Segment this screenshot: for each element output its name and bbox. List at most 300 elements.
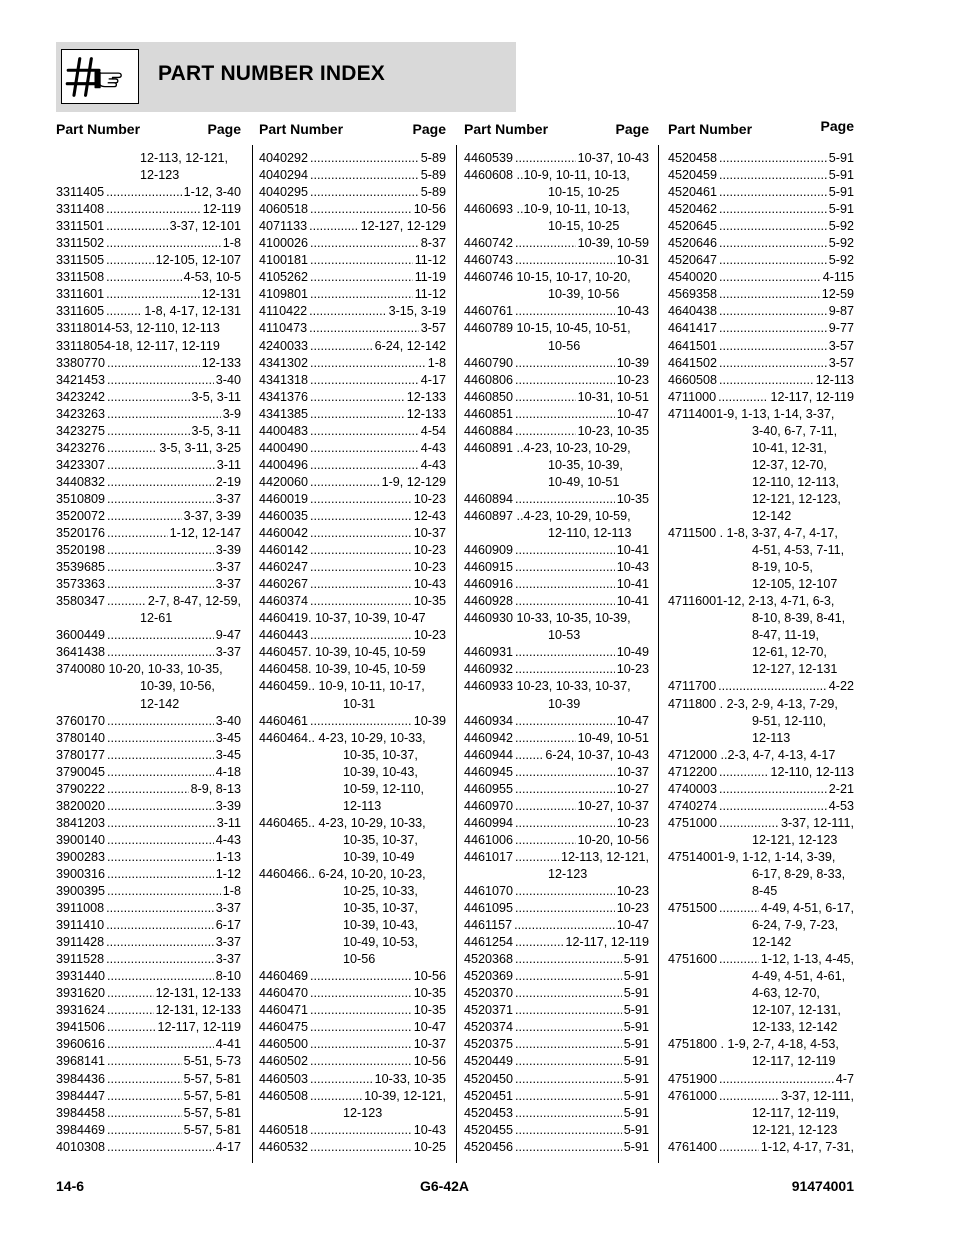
part-number: 4740003 <box>668 781 718 796</box>
index-entry <box>259 576 446 593</box>
leader-dots <box>515 389 576 406</box>
part-number: 4420060 <box>259 474 309 489</box>
leader-dots <box>310 201 412 218</box>
part-number: 4740274 <box>668 798 718 813</box>
page-refs: 8-9, 8-13 <box>190 781 241 796</box>
page-refs-continued: 10-49, 10-51 <box>548 474 620 489</box>
page-refs: 10-43 <box>616 560 649 575</box>
column-header <box>259 118 446 140</box>
index-entry <box>464 406 649 423</box>
page-refs: 12-119 <box>202 202 241 217</box>
leader-dots <box>106 184 181 201</box>
leader-dots <box>310 269 413 286</box>
index-entry <box>259 1053 446 1070</box>
index-entry <box>56 440 241 457</box>
leader-dots <box>107 372 214 389</box>
leader-dots <box>310 627 412 644</box>
index-entry <box>259 303 446 320</box>
index-entry <box>668 389 854 406</box>
leader-dots <box>107 559 214 576</box>
index-entry <box>464 1139 649 1156</box>
page-refs: 3-57 <box>420 321 446 336</box>
page-refs: 3-5, 3-11 <box>191 423 241 438</box>
leader-dots <box>310 235 419 252</box>
index-entry <box>259 406 446 423</box>
page-refs: 12-131, 12-133 <box>155 986 241 1001</box>
page-refs: 3-39 <box>215 798 241 813</box>
index-entry <box>259 1002 446 1019</box>
part-number: 4040292 <box>259 151 309 165</box>
index-entry <box>56 883 241 900</box>
leader-dots <box>107 730 214 747</box>
part-number: 4460894 <box>464 491 514 506</box>
part-number: 3311408 <box>56 202 105 217</box>
part-number: 3900140 <box>56 832 106 847</box>
page-refs-continued: 12-142 <box>752 935 792 950</box>
part-number: 4520462 <box>668 202 718 217</box>
index-entry <box>464 389 649 406</box>
page-refs-continued: 10-35, 10-37, <box>343 901 418 916</box>
part-number: 4460500 <box>259 1037 309 1052</box>
part-number: 4751800 . 1-9, 2-7, 4-18, 4-53, <box>668 1037 839 1052</box>
index-entry <box>259 1071 446 1088</box>
leader-dots <box>106 917 214 934</box>
column-header <box>668 118 854 140</box>
part-number: 4460806 <box>464 372 514 387</box>
page-refs: 3-37 <box>215 491 241 506</box>
page-refs: 10-47 <box>616 918 649 933</box>
leader-dots <box>515 968 622 985</box>
page-refs-continued: 6-17, 8-29, 8-33, <box>752 866 846 881</box>
leader-dots <box>719 798 827 815</box>
part-number: 3423307 <box>56 457 106 472</box>
page-refs: 10-35 <box>413 986 446 1001</box>
index-entry <box>668 235 854 252</box>
page-refs: 6-24, 10-37, 10-43 <box>545 747 649 762</box>
part-number: 3423275 <box>56 423 106 438</box>
leader-dots <box>107 627 214 644</box>
leader-dots <box>515 1088 622 1105</box>
leader-dots <box>310 286 413 303</box>
part-number-header: Part Number <box>56 121 141 137</box>
index-entry <box>56 968 241 985</box>
part-number: 4461095 <box>464 901 514 916</box>
part-number: 4460790 <box>464 355 514 370</box>
page-refs: 3-37 <box>215 560 241 575</box>
entry-list <box>56 150 241 1156</box>
index-entry <box>464 644 649 661</box>
leader-dots <box>107 1071 182 1088</box>
part-number: 3311601 <box>56 287 105 302</box>
part-number: 4569358 <box>668 287 718 302</box>
page-refs: 5-91 <box>623 1003 649 1018</box>
leader-dots <box>107 406 221 423</box>
page-refs: 10-23 <box>616 662 649 677</box>
page-refs: 10-23 <box>616 815 649 830</box>
index-entry <box>464 968 649 985</box>
page-refs-continued: 12-123 <box>343 1105 383 1120</box>
page-refs-continued: 4-63, 12-70, <box>752 986 820 1001</box>
page-refs-continued: 10-59, 12-110, <box>343 781 424 796</box>
page-refs: 10-39, 10-59 <box>577 236 649 251</box>
leader-dots <box>106 252 153 269</box>
page-refs: 11-12 <box>414 253 446 268</box>
page-refs: 3-37 <box>215 577 241 592</box>
part-number: 3780177 <box>56 747 106 762</box>
index-entry <box>56 235 241 252</box>
part-number: 4341385 <box>259 406 309 421</box>
page-refs: 3-57 <box>828 355 854 370</box>
page-refs: 10-39, 12-121, <box>364 1088 446 1103</box>
index-entry <box>259 661 446 678</box>
page-refs: 5-91 <box>623 986 649 1001</box>
page-refs: 12-117, 12-119 <box>565 935 649 950</box>
page-refs: 4-22 <box>828 679 854 694</box>
page-refs: 1-12, 4-17, 7-31, <box>760 1139 854 1154</box>
index-entry <box>56 252 241 269</box>
leader-dots <box>106 218 167 235</box>
page-refs-continued: 4-49, 4-51, 4-61, <box>752 969 846 984</box>
leader-dots <box>718 678 827 695</box>
page-refs: 12-131 <box>201 287 241 302</box>
leader-dots <box>515 1053 622 1070</box>
page-refs: 11-19 <box>414 270 446 285</box>
part-number: 4460851 <box>464 406 514 421</box>
leader-dots <box>310 1002 412 1019</box>
page-refs: 3-37, 12-101 <box>169 219 241 234</box>
part-number: 4461006 <box>464 832 514 847</box>
part-number: 4460945 <box>464 764 514 779</box>
page-refs: 9-87 <box>828 304 854 319</box>
leader-dots <box>719 252 827 269</box>
leader-dots <box>719 338 827 355</box>
leader-dots <box>107 747 214 764</box>
leader-dots <box>719 355 827 372</box>
page-refs: 10-49, 10-51 <box>577 730 649 745</box>
page-refs: 10-20, 10-56 <box>577 832 649 847</box>
part-number: 3900395 <box>56 884 106 899</box>
page-refs-continued: 10-35, 10-37, <box>343 832 418 847</box>
part-number: 4341318 <box>259 372 309 387</box>
page-refs: 5-51, 5-73 <box>183 1054 241 1069</box>
leader-dots <box>106 201 201 218</box>
index-entry <box>668 849 854 900</box>
page-refs: 5-92 <box>828 219 854 234</box>
page-refs: 1-12, 1-13, 4-45, <box>760 952 854 967</box>
leader-dots <box>107 542 214 559</box>
part-number: 4460897 ..4-23, 10-29, 10-59, <box>464 508 631 523</box>
part-number: 3380770 <box>56 355 106 370</box>
leader-dots <box>106 303 142 320</box>
page-refs: 5-92 <box>828 236 854 251</box>
part-number: 47114001-9, 1-13, 1-14, 3-37, <box>668 406 835 421</box>
index-entry <box>56 849 241 866</box>
leader-dots <box>719 303 827 320</box>
leader-dots <box>106 235 221 252</box>
page-refs-continued: 8-45 <box>752 884 778 899</box>
part-number: 4460464.. 4-23, 10-29, 10-33, <box>259 730 426 745</box>
part-number: 4520645 <box>668 219 718 234</box>
part-number: 4460461 <box>259 713 309 728</box>
part-number: 4520371 <box>464 1003 514 1018</box>
leader-dots <box>310 559 412 576</box>
leader-dots <box>107 815 215 832</box>
leader-dots <box>719 764 768 781</box>
part-number: 4460916 <box>464 577 514 592</box>
part-number: 3539685 <box>56 560 106 575</box>
index-entry <box>464 355 649 372</box>
page-refs: 10-33, 10-35 <box>374 1071 446 1086</box>
index-entry <box>464 235 649 252</box>
page-refs: 10-23 <box>413 491 446 506</box>
part-number: 4520455 <box>464 1122 514 1137</box>
index-entry <box>464 252 649 269</box>
page-refs: 1-8 <box>427 355 446 370</box>
page-refs-continued: 10-39, 10-56 <box>548 287 620 302</box>
index-entry <box>668 286 854 303</box>
part-number: 4460944 <box>464 747 514 762</box>
part-number: 4240033 <box>259 338 309 353</box>
part-number: 4751900 <box>668 1071 718 1086</box>
page-refs: 6-24, 12-142 <box>374 338 446 353</box>
index-entry <box>464 167 649 201</box>
index-entry <box>56 303 241 320</box>
part-number: 4520458 <box>668 151 718 165</box>
leader-dots <box>310 1139 412 1156</box>
index-entry <box>464 320 649 354</box>
page-refs-continued: 12-110, 12-113 <box>548 526 632 541</box>
page-refs: 3-37 <box>215 645 241 660</box>
part-number: 33118054-18, 12-117, 12-119 <box>56 338 220 353</box>
part-number: 4460458. 10-39, 10-45, 10-59 <box>259 662 426 677</box>
index-entry <box>56 1053 241 1070</box>
page-refs: 5-57, 5-81 <box>183 1088 241 1103</box>
part-number: 3580347 <box>56 594 106 609</box>
page-refs: 3-45 <box>215 747 241 762</box>
index-entry <box>464 372 649 389</box>
part-number: 3600449 <box>56 628 106 643</box>
index-entry <box>259 713 446 730</box>
index-entry <box>259 286 446 303</box>
page-refs: 10-23 <box>413 560 446 575</box>
leader-dots <box>515 1036 622 1053</box>
leader-dots <box>310 355 426 372</box>
page-refs: 3-37 <box>215 901 241 916</box>
leader-dots <box>107 440 157 457</box>
page-refs: 4-17 <box>215 1139 241 1154</box>
index-entry <box>56 815 241 832</box>
index-entry <box>464 303 649 320</box>
part-number: 3440832 <box>56 474 106 489</box>
index-entry <box>56 508 241 525</box>
entry-list <box>259 150 446 1156</box>
page-refs: 4-7 <box>835 1071 854 1086</box>
leader-dots <box>107 389 189 406</box>
page-refs: 5-91 <box>623 1020 649 1035</box>
part-number: 4400483 <box>259 423 309 438</box>
page-refs: 4-18 <box>215 764 241 779</box>
part-number: 4711500 . 1-8, 3-37, 4-7, 4-17, <box>668 526 838 541</box>
page-refs: 10-35 <box>616 491 649 506</box>
part-number: 4460891 ..4-23, 10-23, 10-29, <box>464 440 631 455</box>
part-number: 4461017 <box>464 849 514 864</box>
index-entry <box>668 252 854 269</box>
index-entry <box>56 576 241 593</box>
index-entry <box>56 406 241 423</box>
page-refs: 10-27 <box>616 781 649 796</box>
leader-dots <box>107 1019 155 1036</box>
leader-dots <box>310 338 373 355</box>
leader-dots <box>515 491 615 508</box>
index-entry <box>56 1002 241 1019</box>
page-refs: 5-57, 5-81 <box>183 1122 241 1137</box>
index-entry <box>259 355 446 372</box>
leader-dots <box>310 184 419 201</box>
page-refs: 5-91 <box>828 151 854 165</box>
index-entry <box>56 286 241 303</box>
leader-dots <box>107 781 189 798</box>
leader-dots <box>310 167 419 184</box>
part-number: 3841203 <box>56 815 106 830</box>
page-refs-continued: 12-37, 12-70, <box>752 457 827 472</box>
page-refs: 3-15, 3-19 <box>388 304 446 319</box>
part-number: 4711700 <box>668 679 717 694</box>
index-entry <box>259 252 446 269</box>
part-number: 3900316 <box>56 866 106 881</box>
leader-dots <box>107 423 189 440</box>
part-number: 4460931 <box>464 645 514 660</box>
leader-dots <box>515 406 615 423</box>
part-number: 4640438 <box>668 304 718 319</box>
index-entry <box>464 576 649 593</box>
index-entry <box>259 320 446 337</box>
page-refs-continued: 12-113 <box>752 730 791 745</box>
leader-dots <box>515 661 615 678</box>
part-number: 4761000 <box>668 1088 718 1103</box>
part-number: 4109801 <box>259 287 309 302</box>
index-entry <box>56 917 241 934</box>
leader-dots <box>310 1019 412 1036</box>
page-refs: 6-17 <box>215 918 241 933</box>
part-number: 4460459.. 10-9, 10-11, 10-17, <box>259 679 425 694</box>
leader-dots <box>515 252 615 269</box>
page-refs-continued: 10-39, 10-56, <box>140 679 215 694</box>
page-refs-continued: 12-113 <box>343 798 382 813</box>
part-number: 4071133 <box>259 219 308 234</box>
page-refs-continued: 10-56 <box>343 952 376 967</box>
index-entry <box>259 730 446 815</box>
index-entry <box>56 559 241 576</box>
index-entry <box>56 372 241 389</box>
page-refs: 4-54 <box>420 423 446 438</box>
part-number: 4520450 <box>464 1071 514 1086</box>
leader-dots <box>309 218 358 235</box>
page-refs-continued: 12-142 <box>752 508 792 523</box>
index-entry <box>259 644 446 661</box>
index-entry <box>668 1071 854 1088</box>
part-number: 4460471 <box>259 1003 309 1018</box>
index-entry <box>259 372 446 389</box>
page-refs: 10-41 <box>616 594 649 609</box>
page-refs: 5-91 <box>623 1105 649 1120</box>
page-refs: 12-113 <box>815 372 854 387</box>
page-refs: 1-12, 12-147 <box>169 526 241 541</box>
part-number: 4460042 <box>259 526 309 541</box>
part-number: 4341376 <box>259 389 309 404</box>
page-refs: 12-43 <box>413 508 446 523</box>
part-number: 3573363 <box>56 577 106 592</box>
index-column-2 <box>259 118 446 1156</box>
index-entry <box>56 491 241 508</box>
part-number: 4520456 <box>464 1139 514 1154</box>
index-entry <box>259 1122 446 1139</box>
page-refs: 10-39 <box>616 355 649 370</box>
part-number: 4460884 <box>464 423 514 438</box>
part-number: 4110473 <box>259 321 308 336</box>
leader-dots <box>515 1019 622 1036</box>
page-refs: 10-31 <box>616 253 649 268</box>
leader-dots <box>107 1053 182 1070</box>
part-number: 4460850 <box>464 389 514 404</box>
part-number: 4520453 <box>464 1105 514 1120</box>
leader-dots <box>515 764 615 781</box>
page-refs-continued: 12-117, 12-119 <box>752 1054 836 1069</box>
part-number: 3911528 <box>56 952 105 967</box>
index-entry <box>668 218 854 235</box>
page-refs: 12-133 <box>406 406 446 421</box>
leader-dots <box>310 440 419 457</box>
index-entry <box>668 815 854 849</box>
index-entry <box>259 542 446 559</box>
part-number: 3984469 <box>56 1122 106 1137</box>
leader-dots <box>310 1036 412 1053</box>
part-number-header: Part Number <box>259 121 344 137</box>
page-refs: 10-47 <box>413 1020 446 1035</box>
part-number: 4460502 <box>259 1054 309 1069</box>
page-refs-continued: 12-121, 12-123 <box>752 832 838 847</box>
part-number: 3984458 <box>56 1105 106 1120</box>
page-refs: 5-91 <box>623 1139 649 1154</box>
leader-dots <box>515 985 622 1002</box>
column-divider <box>252 145 253 1163</box>
index-entry <box>259 593 446 610</box>
page-refs: 10-49 <box>616 645 649 660</box>
part-number: 4520646 <box>668 236 718 251</box>
part-number: 3421453 <box>56 372 106 387</box>
part-number: 4460930 10-33, 10-35, 10-39, <box>464 611 631 626</box>
leader-dots <box>310 968 412 985</box>
index-entry <box>259 235 446 252</box>
index-entry <box>668 747 854 764</box>
page-refs: 12-105, 12-107 <box>155 253 241 268</box>
index-entry <box>464 491 649 508</box>
part-number: 4460466.. 6-24, 10-20, 10-23, <box>259 866 426 881</box>
leader-dots <box>515 781 615 798</box>
index-entry <box>259 815 446 866</box>
page-refs-continued: 3-40, 6-7, 7-11, <box>752 423 838 438</box>
index-entry <box>56 951 241 968</box>
part-number: 4460539 <box>464 151 514 165</box>
page-refs: 10-23 <box>616 901 649 916</box>
page-refs: 10-37, 10-43 <box>577 151 649 165</box>
index-entry <box>668 303 854 320</box>
page-refs: 4-115 <box>822 270 854 285</box>
part-number: 4460142 <box>259 543 309 558</box>
part-number: 4751500 <box>668 901 718 916</box>
footer-page-number: 14-6 <box>56 1178 85 1194</box>
part-number: 3423263 <box>56 406 106 421</box>
page-refs-continued: 6-24, 7-9, 7-23, <box>752 918 839 933</box>
